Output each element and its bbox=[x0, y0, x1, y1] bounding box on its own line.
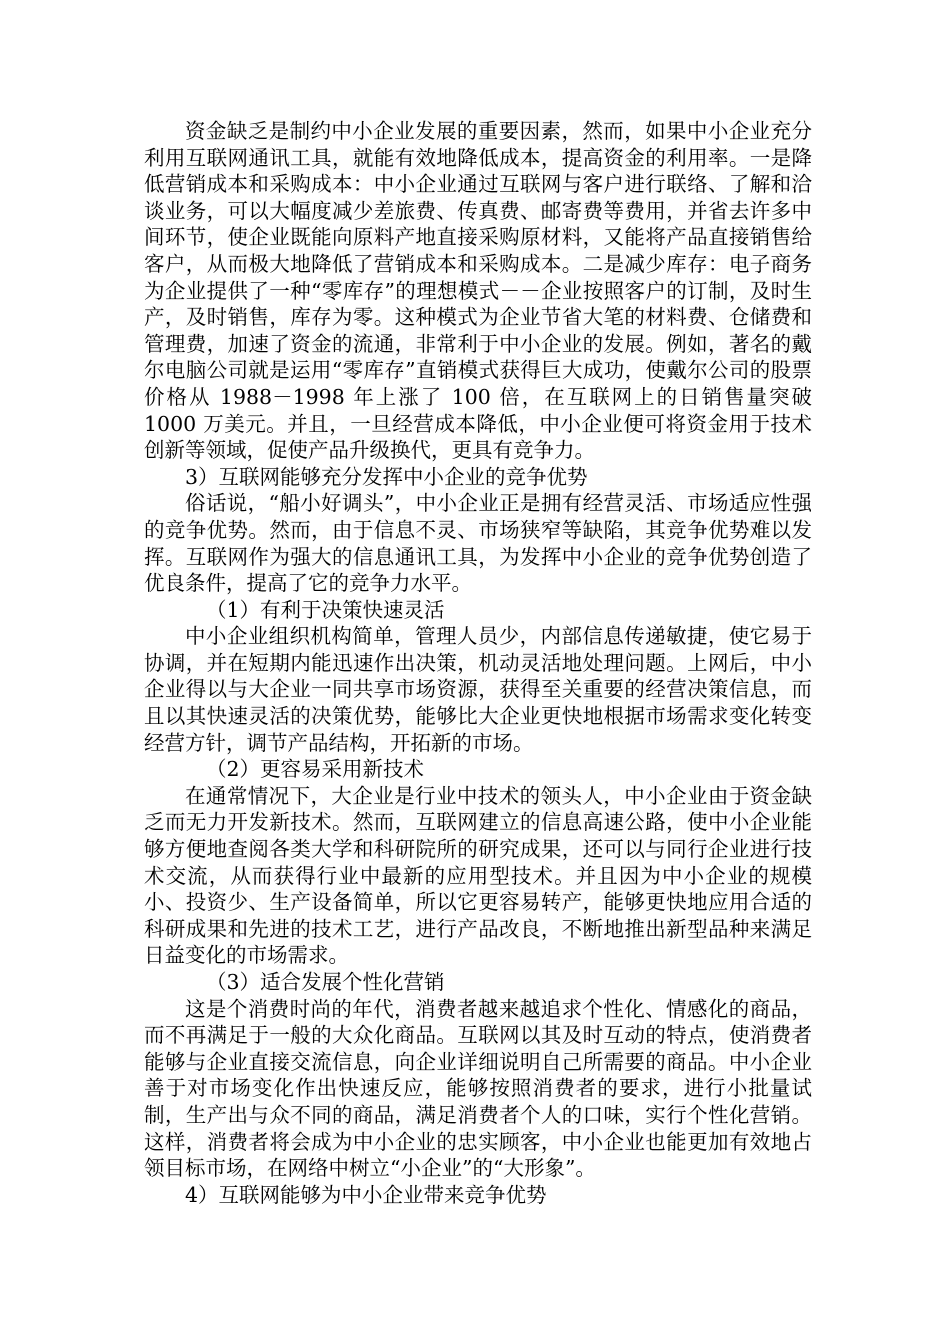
subheading-new-technology: （2）更容易采用新技术 bbox=[206, 757, 425, 782]
subheading-decision-making: （1）有利于决策快速灵活 bbox=[206, 597, 445, 622]
paragraph-capital-efficiency: 资金缺乏是制约中小企业发展的重要因素，然而，如果中小企业充分利用互联网通讯工具，就能有效地降低成本，提高资金的利用率。一是降低营销成本和采购成本：中小企业通过互联网与客户进行联络、了解和洽谈业务，可以大幅度减少差旅费、传真费、邮寄费等费用，并省去许多中间环节，使企业既能向原料产地直接采购原材料，又能将产品直接销售给客户，从而极大地降低了营销成本和采购成本。二是减少库存：电子商务为企业提供了一种“零库存”的理想模式－－企业按照客户的订制，及时生产，及时销售，库存为零。这种模式为企业节省大笔的材料费、仓储费和管理费，加速了资金的流通，非常利于中小企业的发展。例如，著名的戴尔电脑公司就是运用“零库存”直销模式获得巨大成功，使戴尔公司的股票价格从 1988－1998 年上涨了 100 倍，在互联网上的日销售量突破 1000 万美元。并且，一旦经营成本降低，中小企业便可将资金用于技术创新等领域，促使产品升级换代，更具有竞争力。 bbox=[144, 119, 812, 463]
section-heading-4: 4）互联网能够为中小企业带来竞争优势 bbox=[185, 1182, 547, 1207]
document-body bbox=[144, 118, 812, 1208]
paragraph-competitive-advantage: 俗话说，“船小好调头”，中小企业正是拥有经营灵活、市场适应性强的竞争优势。然而，由于信息不灵、市场狭窄等缺陷，其竞争优势难以发挥。互联网作为强大的信息通讯工具，为发挥中小企业的竞争优势创造了优良条件，提高了它的竞争力水平。 bbox=[144, 491, 812, 596]
paragraph-new-technology: 在通常情况下，大企业是行业中技术的领头人，中小企业由于资金缺乏而无力开发新技术。然而，互联网建立的信息高速公路，使中小企业能够方便地查阅各类大学和科研院所的研究成果，还可以与同行企业进行技术交流，从而获得行业中最新的应用型技术。并且因为中小企业的规模小、投资少、生产设备简单，所以它更容易转产，能够更快地应用合适的科研成果和先进的技术工艺，进行产品改良，不断地推出新型品种来满足日益变化的市场需求。 bbox=[144, 783, 812, 968]
paragraph-decision-making: 中小企业组织机构简单，管理人员少，内部信息传递敏捷，使它易于协调，并在短期内能迅速作出决策，机动灵活地处理问题。上网后，中小企业得以与大企业一同共享市场资源，获得至关重要的经营决策信息，而且以其快速灵活的决策优势，能够比大企业更快地根据市场需求变化转变经营方针，调节产品结构，开拓新的市场。 bbox=[144, 624, 812, 755]
subheading-personalized-marketing: （3）适合发展个性化营销 bbox=[206, 970, 445, 994]
paragraph-personalized-marketing: 这是个消费时尚的年代，消费者越来越追求个性化、情感化的商品，而不再满足于一般的大众化商品。互联网以其及时互动的特点，使消费者能够与企业直接交流信息，向企业详细说明自己所需要的商品。中小企业善于对市场变化作出快速反应，能够按照消费者的要求，进行小批量试制，生产出与众不同的商品，满足消费者个人的口味，实行个性化营销。这样，消费者将会成为中小企业的忠实顾客，中小企业也能更加有效地占领目标市场，在网络中树立“小企业”的“大形象”。 bbox=[144, 996, 812, 1181]
section-heading-3: 3）互联网能够充分发挥中小企业的竞争优势 bbox=[185, 464, 588, 489]
